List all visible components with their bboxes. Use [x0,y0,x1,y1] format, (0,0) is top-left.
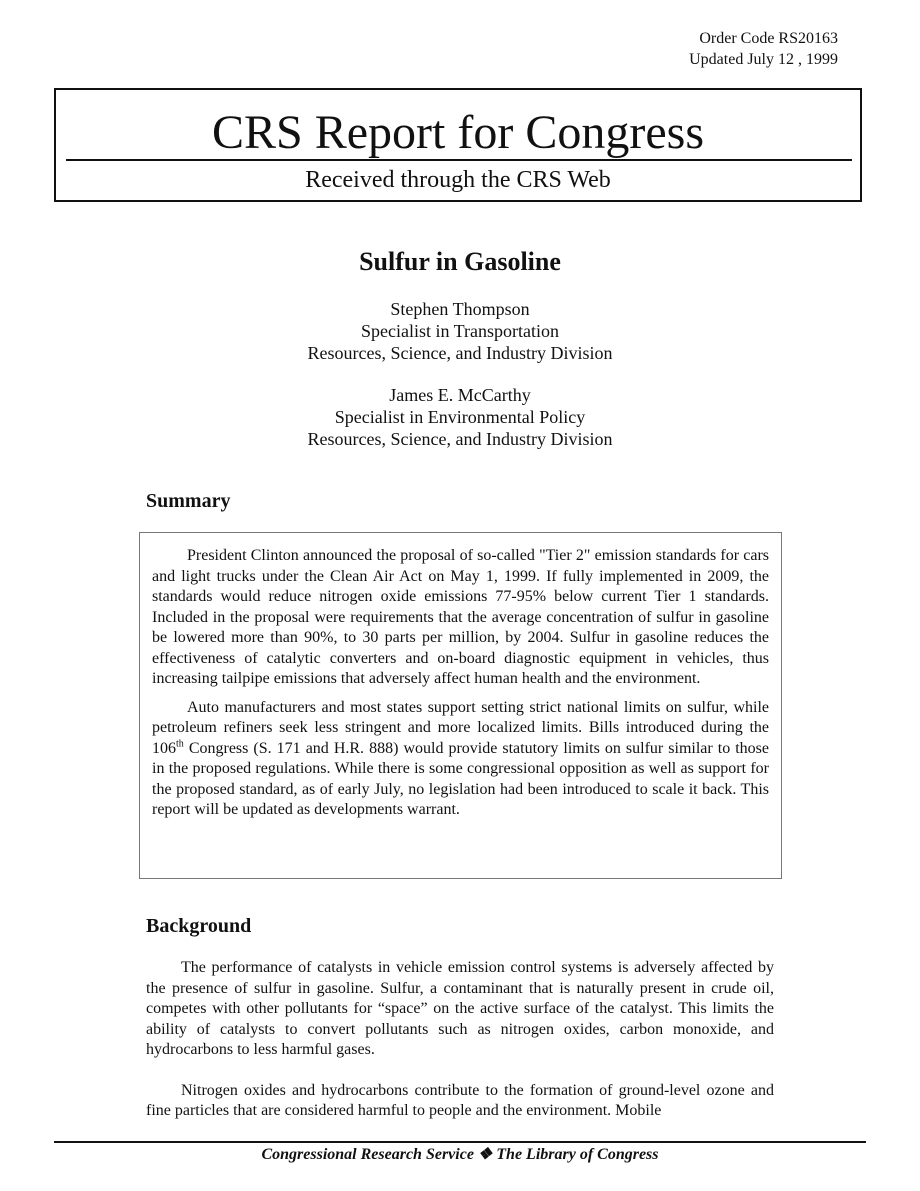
author-block [0,298,920,364]
order-code: Order Code RS20163 [699,30,838,47]
author-role: Specialist in Environmental Policy [334,407,586,427]
summary-text: Congress (S. 171 and H.R. 888) would provide statutory limits on sulfur similar to those in the proposed regulations. While there is some congressional opposition as well as support for the proposed standard, as of early July, no legislation had been introduced to scale it back. This report will be updated as developments warrant. [152,739,769,818]
report-banner [54,88,862,202]
summary-heading: Summary [146,490,231,512]
author-role: Specialist in Transportation [361,321,559,341]
report-title: Sulfur in Gasoline [359,247,561,276]
background-heading: Background [146,915,252,937]
summary-box [139,532,782,879]
author-division: Resources, Science, and Industry Division [307,343,613,363]
author-name: Stephen Thompson [390,299,530,319]
author-block [0,384,920,450]
background-section [146,958,774,1122]
ordinal-suffix: th [176,738,184,750]
footer-divider [54,1141,866,1143]
page-footer: Congressional Research Service ❖ The Library of Congress [261,1146,659,1163]
author-list [0,298,920,470]
banner-title: CRS Report for Congress [212,106,704,159]
order-info [689,28,838,70]
summary-paragraph [152,698,769,821]
summary-paragraph: President Clinton announced the proposal of so-called "Tier 2" emission standards for cars and light trucks under the Clean Air Act on May 1, 1999. If fully implemented in 2009, the standards would reduce nitrogen oxide emissions 77-95% below current Tier 1 standards. Included in the proposal were requirements that the average concentration of sulfur in gasoline be lowered more than 90%, to 30 parts per million, by 2004. Sulfur in gasoline reduces the effectiveness of catalytic converters and on-board diagnostic equipment in vehicles, thus increasing tailpipe emissions that adversely affect human health and the environment. [152,547,769,687]
updated-date: Updated July 12 , 1999 [689,51,838,68]
background-paragraph: The performance of catalysts in vehicle emission control systems is adversely affected by the presence of sulfur in gasoline. Sulfur, a contaminant that is naturally present in crude oil, competes with other pollutants for “space” on the active surface of the catalyst. This limits the ability of catalysts to convert pollutants such as nitrogen oxides, carbon monoxide, and hydrocarbons to less harmful gases. [146,959,774,1058]
banner-subtitle: Received through the CRS Web [305,167,611,193]
background-paragraph: Nitrogen oxides and hydrocarbons contribute to the formation of ground-level ozone and fine particles that are considered harmful to people and the environment. Mobile [146,1081,774,1119]
summary-text: Auto manufacturers and most states support setting strict national limits on sulfur, while petroleum refiners seek less stringent and more localized limits. Bills introduced during the 106 [152,698,769,757]
author-name: James E. McCarthy [389,385,531,405]
banner-divider [66,159,852,161]
author-division: Resources, Science, and Industry Division [307,429,613,449]
